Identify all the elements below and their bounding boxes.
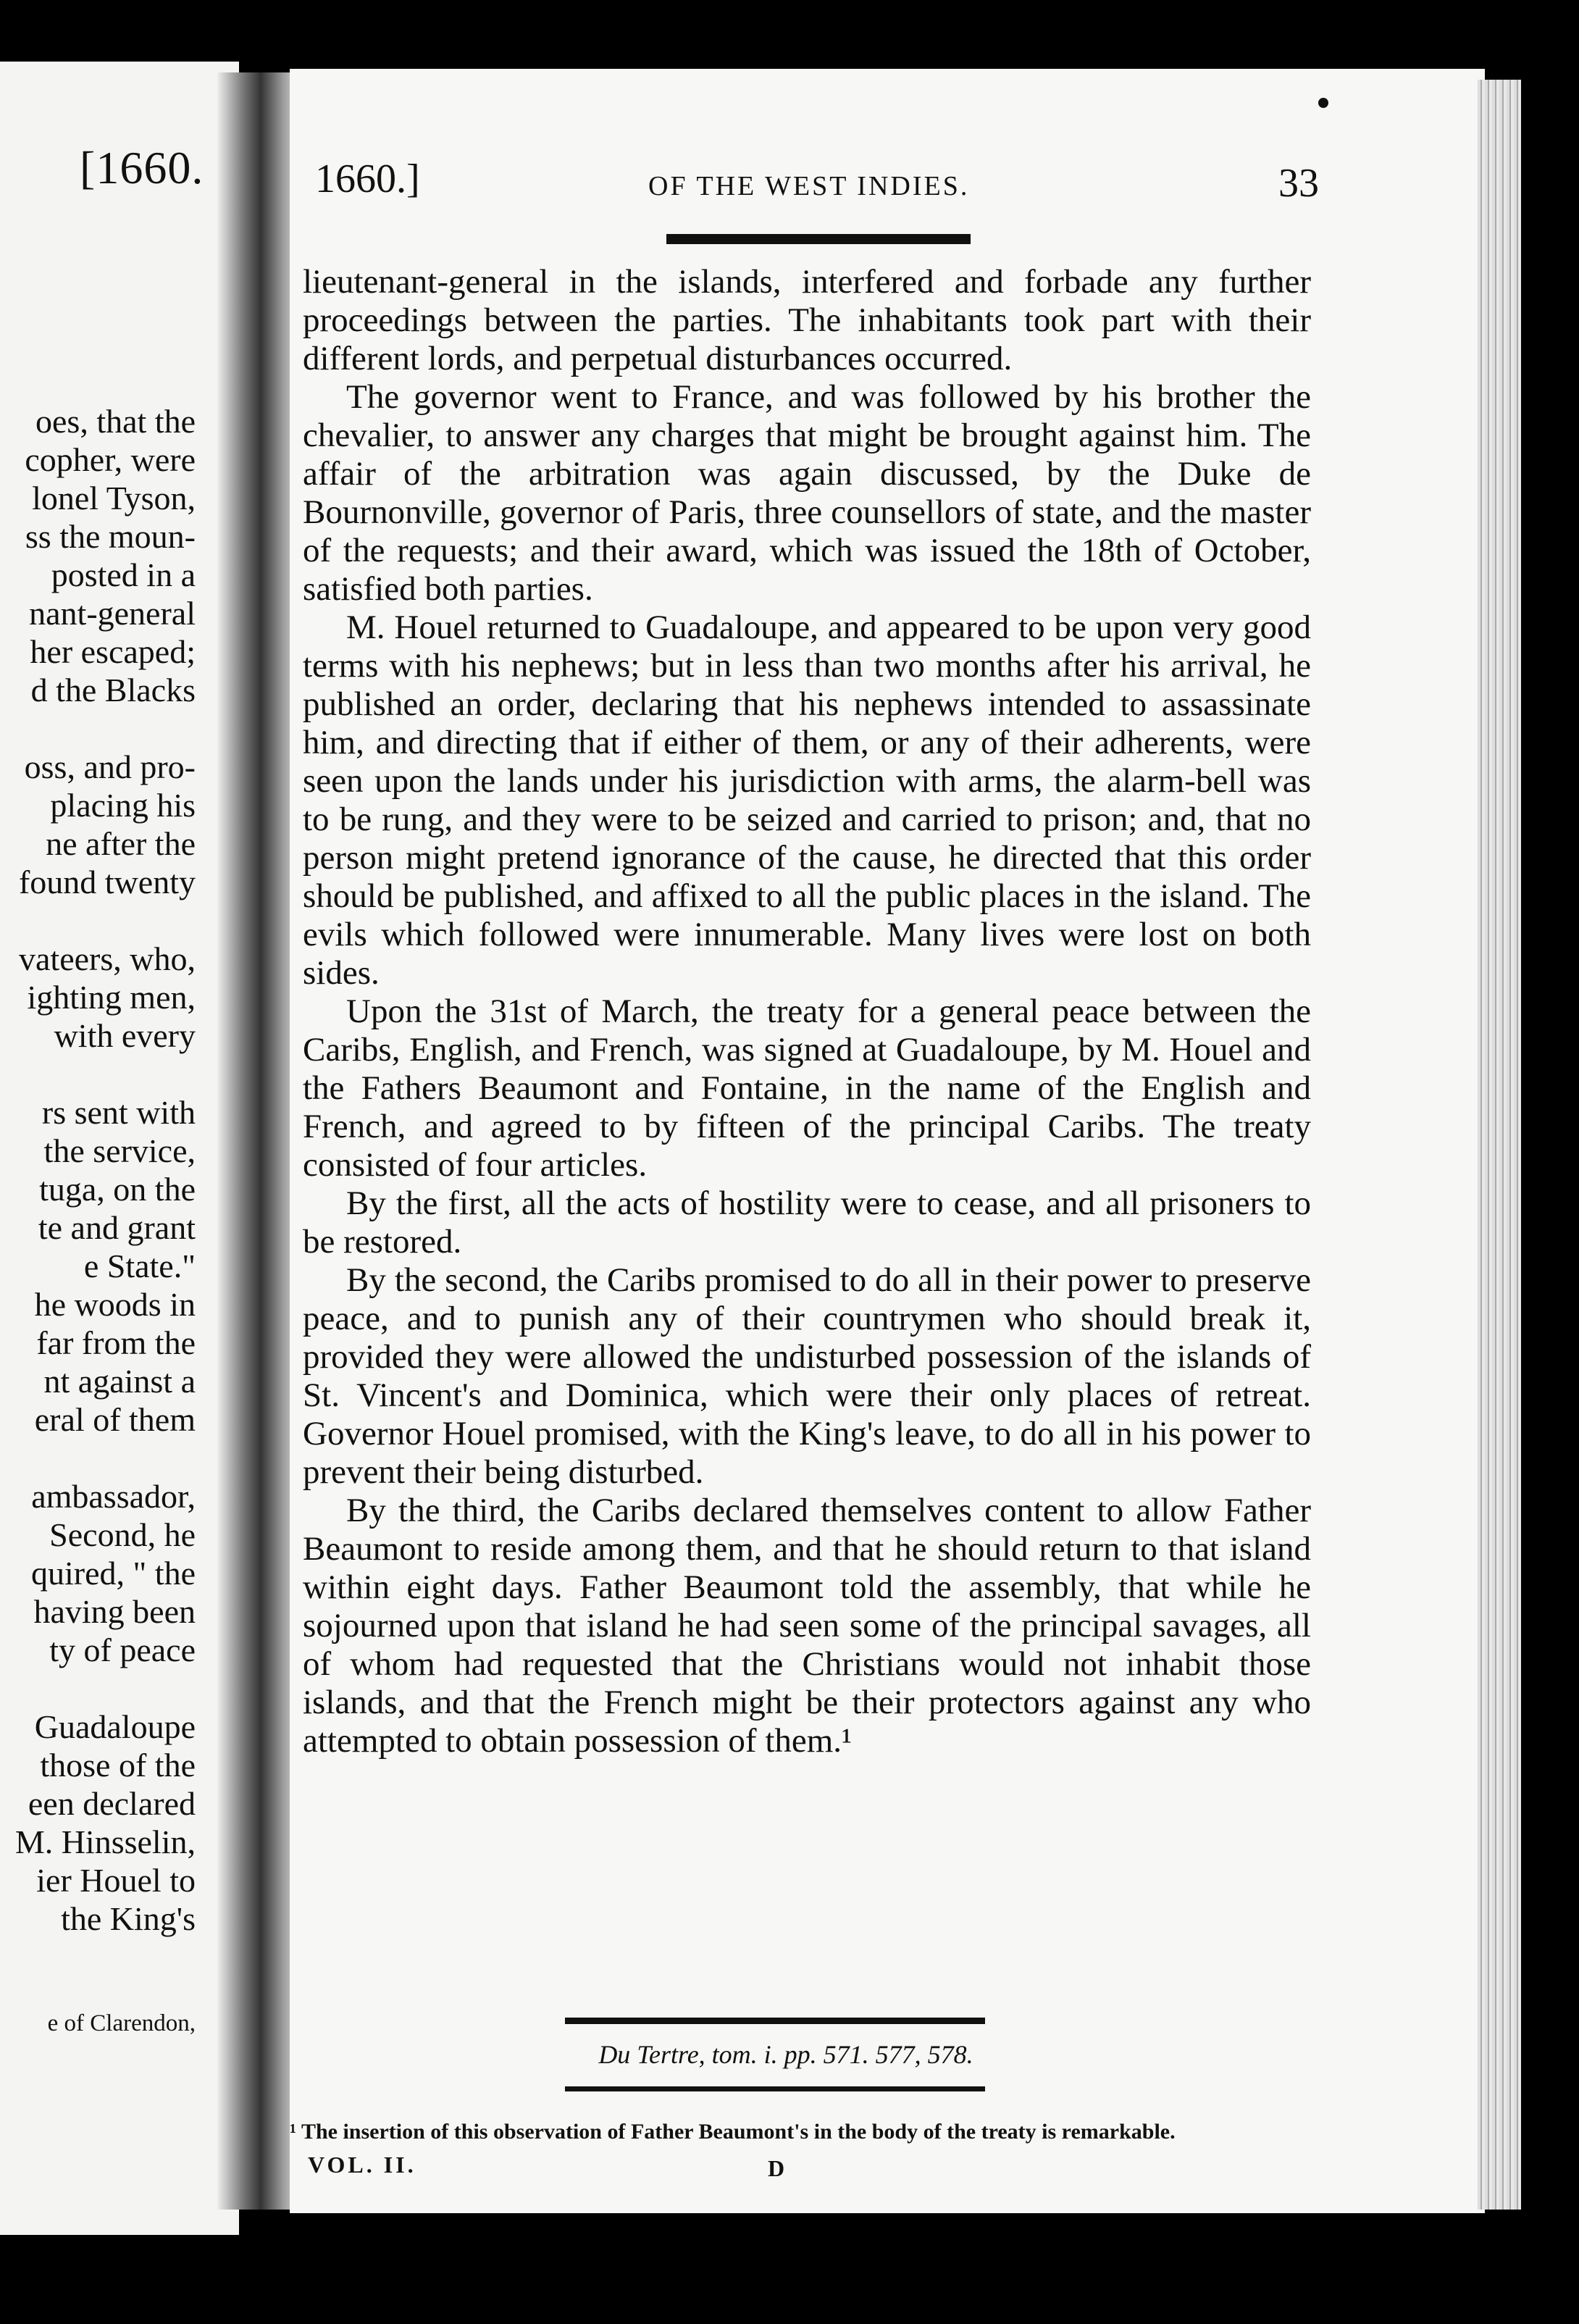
previous-page-line: ighting men, [27,979,196,1016]
signature-mark-letter: D [768,2155,785,2181]
page-header [308,156,1322,214]
previous-page-line: oes, that the [35,403,196,440]
footnote: ¹ The insertion of this observation of Father Beaumont's in the body of the treaty is remarkable. [290,2120,1176,2144]
paragraph: M. Houel returned to Guadaloupe, and appeared to be upon very good terms with his nephews; but in less than two months after his arrival, he published an order, declaring that his nephews intended to assassinate him, and directing that if either of them, or any of their adherents, were seen upon the lands under his jurisdiction with arms, the alarm-bell was to be rung, and they were to be seized and carried to prison; and, that no person might pretend ignorance of the cause, he directed that this order should be published, and affixed to all the public places in the island. The evils which followed were innumerable. Many lives were lost on both sides. [303,609,1311,992]
running-title: OF THE WEST INDIES. [648,171,970,201]
paragraph: lieutenant-general in the islands, interfered and forbade any further proceedings between the parties. The inhabitants took part with their different lords, and perpetual disturbances occurred. [303,263,1311,377]
previous-page-line: M. Hinsselin, [14,1823,196,1860]
previous-page-line: rs sent with [41,1094,196,1131]
previous-page-line: Second, he [49,1516,196,1553]
previous-page-line: he woods in [34,1286,196,1323]
page-number: 33 [1278,161,1319,206]
previous-page-line: posted in a [51,556,196,593]
citation-rule-top [565,2018,985,2024]
citation: Du Tertre, tom. i. pp. 571. 577, 578. [598,2040,973,2069]
previous-page-line: those of the [40,1747,196,1784]
previous-page-line: e State." [83,1247,196,1284]
page-edges [1478,80,1521,2210]
previous-page [0,62,239,2235]
previous-page-line: Guadaloupe [34,1708,196,1745]
previous-page-line [0,709,196,748]
previous-page-line: ty of peace [49,1631,196,1668]
previous-page-line: the service, [43,1132,196,1169]
previous-page-line: having been [33,1593,196,1630]
paragraph: By the second, the Caribs promised to do all in their power to preserve peace, and to punish any of their countrymen who should break it, provided they were allowed the undisturbed possession of the islands of St. Vincent's and Dominica, which were their only places of retreat. Governor Houel promised, with the King's leave, to do all in his power to prevent their being disturbed. [303,1261,1311,1491]
previous-page-line: d the Blacks [30,672,196,709]
previous-page-line: te and grant [38,1209,196,1246]
folio-year: 1660.] [315,156,420,201]
previous-page-line [0,1055,196,1093]
header-rule [666,234,971,244]
previous-page-line [0,1669,196,1708]
paragraph: By the third, the Caribs declared themselves content to allow Father Beaumont to reside among them, and that he should return to that island within eight days. Father Beaumont told the assembly, that while he sojourned upon that island he had seen some of the principal savages, all of whom had requested that the Christians would not inhabit those islands, and that the French might be their protectors against any who attempted to obtain possession of them.¹ [303,1492,1311,1760]
previous-page-line: oss, and pro- [24,748,196,785]
previous-page-line [0,901,196,940]
paragraph: Upon the 31st of March, the treaty for a general peace between the Caribs, English, and French, was signed at Guadaloupe, by M. Houel and the Fathers Beaumont and Fontaine, in the name of the English and French, and agreed to by fifteen of the principal Caribs. The treaty consisted of four articles. [303,992,1311,1184]
previous-page-line: quired, " the [31,1555,196,1592]
signature-mark-volume: VOL. II. [308,2152,416,2178]
previous-page-line: copher, were [25,441,196,478]
previous-page-line: vateers, who, [19,940,196,977]
previous-page-header: [1660. [80,142,204,193]
paragraph: By the first, all the acts of hostility were to cease, and all prisoners to be restored. [303,1184,1311,1261]
previous-page-line: nt against a [43,1363,196,1400]
previous-page-line: eral of them [34,1401,196,1438]
previous-page-line: lonel Tyson, [32,480,196,517]
previous-page-line: her escaped; [30,633,196,670]
previous-page-line: tuga, on the [39,1171,196,1208]
previous-page-line: ne after the [46,825,196,862]
previous-page-line: ambassador, [31,1478,196,1515]
previous-page-line: ier Houel to [36,1862,196,1899]
previous-page-line: placing his [50,787,196,824]
body-text [303,263,1311,1760]
citation-rule-bottom [565,2086,985,2091]
previous-page-line [0,1439,196,1477]
previous-page-footnote: e of Clarendon, [47,2010,196,2036]
previous-page-line: the King's [61,1900,196,1937]
previous-page-line: ss the moun- [25,518,196,555]
paragraph: The governor went to France, and was followed by his brother the chevalier, to answer any charges that might be brought against him. The affair of the arbitration was again discussed, by the Duke de Bournonville, governor of Paris, three counsellors of state, and the master of the requests; and their award, which was issued the 18th of October, satisfied both parties. [303,378,1311,608]
previous-page-line: far from the [36,1324,196,1361]
ink-dot [1318,98,1328,108]
previous-page-text [0,402,196,1938]
previous-page-line: with every [54,1017,196,1054]
previous-page-line: een declared [28,1785,196,1822]
previous-page-line: nant-general [29,595,196,632]
book-page [290,69,1485,2213]
previous-page-line: found twenty [18,864,196,900]
